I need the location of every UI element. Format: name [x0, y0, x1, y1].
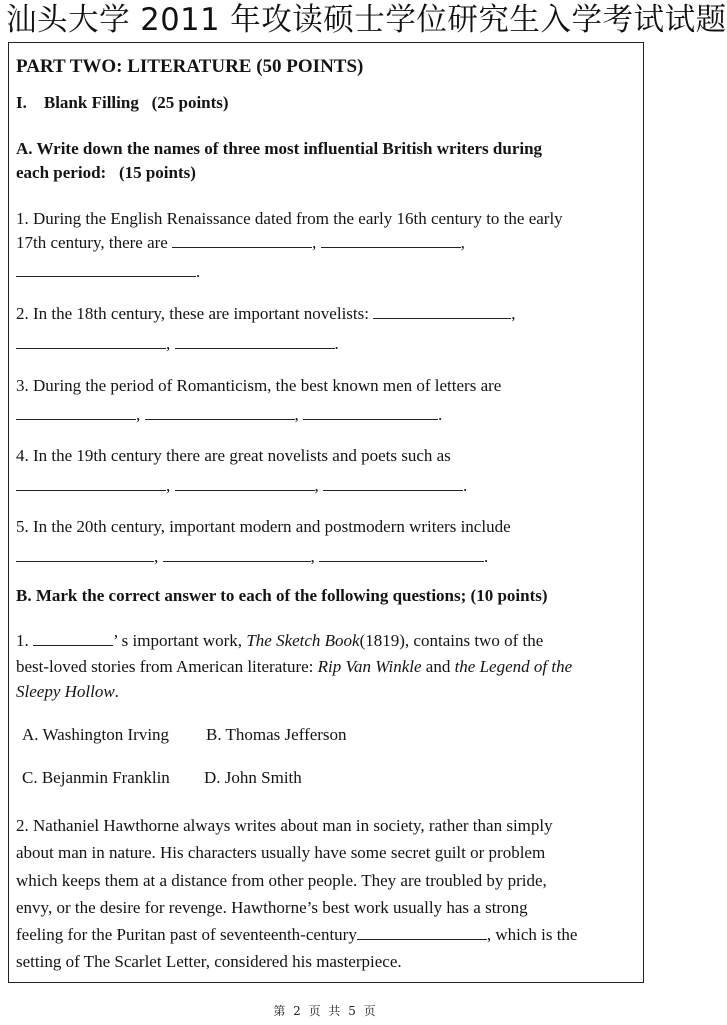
question-text: ’ s important work, — [113, 631, 247, 650]
question-b1-line1 — [16, 631, 543, 651]
options-row-2 — [22, 768, 302, 788]
story-title: Sleepy Hollow — [16, 682, 115, 701]
option-c[interactable]: C. Bejanmin Franklin — [22, 768, 170, 787]
comma: , — [460, 233, 465, 252]
answer-blank[interactable] — [321, 233, 461, 248]
comma: , — [166, 334, 171, 353]
comma: , — [310, 547, 315, 566]
answer-blank[interactable] — [16, 405, 136, 420]
period: . — [438, 405, 443, 424]
question-b2-line2: about man in nature. His characters usually have some secret guilt or problem — [16, 843, 546, 862]
answer-blank[interactable] — [16, 262, 196, 277]
question-a5-line1: 5. In the 20th century, important modern and postmodern writers include — [16, 517, 511, 536]
question-a5-line2 — [16, 547, 488, 567]
question-number: 1. — [16, 631, 29, 650]
answer-blank[interactable] — [145, 405, 295, 420]
comma: , — [511, 304, 516, 323]
question-b2-line5 — [16, 925, 577, 945]
question-b1-line3 — [16, 682, 119, 702]
option-a[interactable]: A. Washington Irving — [22, 725, 170, 744]
question-text: , which is the — [486, 925, 578, 944]
answer-blank[interactable] — [357, 925, 487, 940]
section-heading — [16, 93, 229, 113]
question-text: and — [421, 657, 455, 676]
section-points: (25 points) — [151, 93, 229, 112]
question-b2-line4: envy, or the desire for revenge. Hawthorne’s best work usually has a strong — [16, 898, 528, 917]
section-a-instruction-line1: A. Write down the names of three most influential British writers during — [16, 139, 543, 158]
part-title: PART TWO: LITERATURE (50 POINTS) — [16, 56, 364, 77]
question-text: feeling for the Puritan past of seventeenth-century — [16, 925, 357, 944]
comma: , — [166, 476, 171, 495]
period: . — [334, 334, 339, 353]
question-text: 17th century, there are — [16, 233, 168, 252]
answer-blank[interactable] — [303, 405, 438, 420]
question-a2-line2 — [16, 334, 339, 354]
question-a4-line1: 4. In the 19th century there are great novelists and poets such as — [16, 446, 451, 465]
question-a1-line2 — [16, 233, 465, 253]
options-row-1 — [22, 725, 347, 745]
comma: , — [154, 547, 159, 566]
answer-blank[interactable] — [373, 304, 511, 319]
section-number: I. — [16, 93, 27, 112]
answer-blank[interactable] — [175, 476, 315, 491]
answer-blank[interactable] — [16, 476, 166, 491]
period: . — [196, 262, 201, 281]
question-a3-line1: 3. During the period of Romanticism, the best known men of letters are — [16, 376, 502, 395]
instruction-points: (15 points) — [118, 163, 196, 182]
question-a2-line1 — [16, 304, 515, 324]
page-number-footer: 第 2 页 共 5 页 — [273, 1004, 378, 1018]
answer-blank[interactable] — [172, 233, 312, 248]
question-a3-line2 — [16, 405, 442, 425]
question-b2-line1: 2. Nathaniel Hawthorne always writes about man in society, rather than simply — [16, 816, 553, 835]
story-title: the Legend of the — [454, 657, 573, 676]
section-a-instruction-line2 — [16, 163, 196, 183]
period: . — [114, 682, 119, 701]
option-d[interactable]: D. John Smith — [204, 768, 302, 787]
answer-blank[interactable] — [163, 547, 311, 562]
comma: , — [136, 405, 141, 424]
question-a1-line3 — [16, 262, 200, 282]
answer-blank[interactable] — [323, 476, 463, 491]
section-title: Blank Filling — [43, 93, 139, 112]
option-b[interactable]: B. Thomas Jefferson — [206, 725, 347, 744]
question-a1-line1: 1. During the English Renaissance dated from the early 16th century to the early — [16, 209, 563, 228]
section-b-instruction: B. Mark the correct answer to each of the following questions; (10 points) — [16, 586, 548, 605]
comma: , — [314, 476, 319, 495]
exam-header-title: 汕头大学 2011 年攻读硕士学位研究生入学考试试题 — [6, 2, 727, 38]
answer-blank[interactable] — [175, 334, 335, 349]
answer-blank[interactable] — [16, 334, 166, 349]
question-text: (1819), contains two of the — [359, 631, 544, 650]
answer-blank[interactable] — [16, 547, 154, 562]
instruction-text: each period: — [16, 163, 107, 182]
period: . — [463, 476, 468, 495]
period: . — [484, 547, 489, 566]
question-b1-line2 — [16, 657, 572, 677]
answer-blank[interactable] — [319, 547, 484, 562]
story-title: Rip Van Winkle — [317, 657, 422, 676]
question-a4-line2 — [16, 476, 467, 496]
question-text: best-loved stories from American literature: — [16, 657, 318, 676]
comma: , — [294, 405, 299, 424]
question-b2-line3: which keeps them at a distance from other people. They are troubled by pride, — [16, 871, 547, 890]
answer-blank[interactable] — [33, 631, 113, 646]
question-text: 2. In the 18th century, these are important novelists: — [16, 304, 369, 323]
work-title: The Sketch Book — [246, 631, 360, 650]
exam-content-frame — [8, 42, 644, 983]
comma: , — [312, 233, 317, 252]
question-b2-line6: setting of The Scarlet Letter, considered his masterpiece. — [16, 952, 402, 971]
